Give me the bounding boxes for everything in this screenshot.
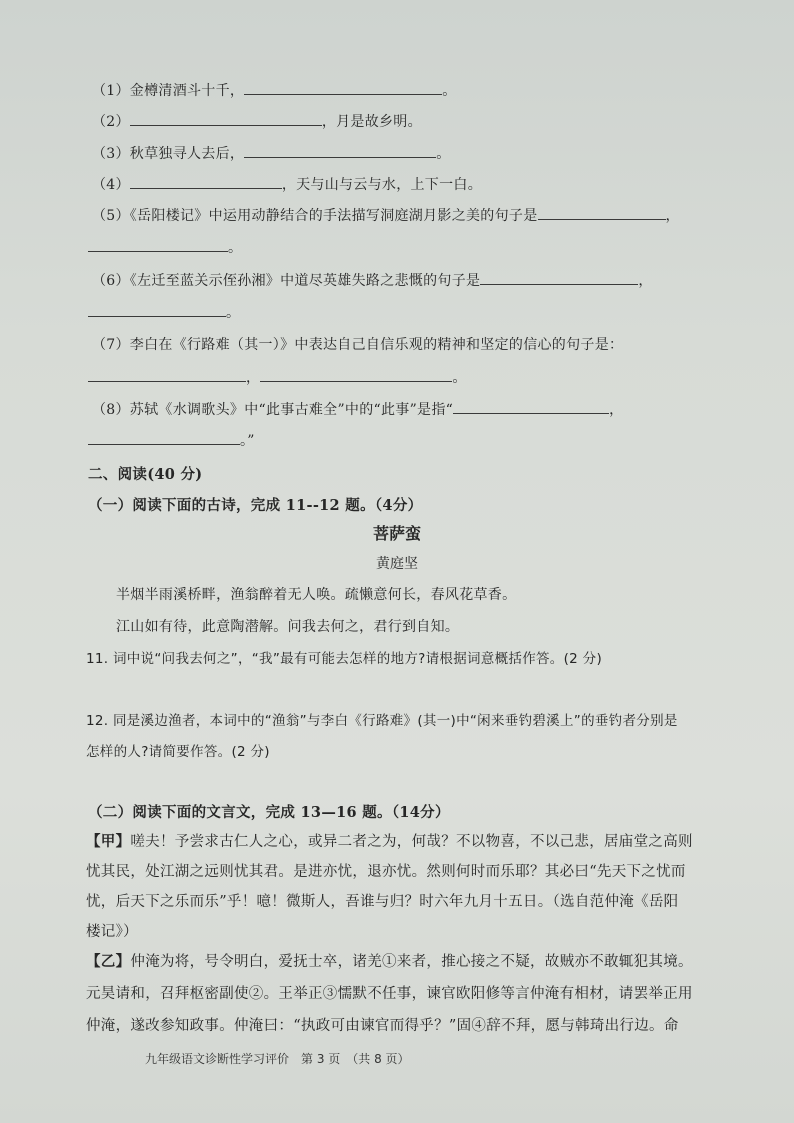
passage-b-line-3: 仲淹，遂改参知政事。仲淹曰：“执政可由谏官而得乎？”固④辞不拜，愿与韩琦出行边。命 bbox=[86, 1018, 679, 1034]
q7-prefix: （7）李白在《行路难（其一）》中表达自己自信乐观的精神和坚定的信心的句子是： bbox=[92, 337, 624, 353]
q5-mid: ， bbox=[665, 208, 680, 224]
poem-author: 黄庭坚 bbox=[376, 556, 418, 572]
question-11: 11. 词中说“问我去何之”，“我”最有可能去怎样的地方?请根据词意概括作答。(2 分) bbox=[86, 651, 603, 667]
q2-suffix: ，月是故乡明。 bbox=[321, 114, 422, 130]
q4-suffix: ，天与山与云与水，上下一白。 bbox=[281, 177, 483, 193]
answer-blank[interactable] bbox=[480, 270, 638, 285]
passage-a-line-3: 忧，后天下之乐而乐”乎！噫！微斯人，吾谁与归？时六年九月十五日。（选自范仲淹《岳阳 bbox=[86, 894, 679, 910]
q8-mid: ， bbox=[609, 402, 624, 418]
q1-prefix: （1）金樽清酒斗十千， bbox=[92, 83, 245, 99]
question-5-cont bbox=[88, 237, 242, 257]
part1-heading: （一）阅读下面的古诗，完成 11--12 题。（4分） bbox=[88, 497, 423, 514]
q8-suffix: 。” bbox=[240, 433, 255, 449]
answer-blank[interactable] bbox=[130, 111, 322, 126]
question-2 bbox=[92, 111, 422, 131]
answer-blank[interactable] bbox=[88, 430, 240, 445]
page-footer: 九年级语文诊断性学习评价 第 3 页 （共 8 页） bbox=[145, 1052, 410, 1066]
question-4 bbox=[92, 174, 482, 194]
question-8 bbox=[92, 399, 623, 419]
question-6 bbox=[92, 270, 653, 290]
answer-blank[interactable] bbox=[130, 174, 282, 189]
passage-b-text-1: 仲淹为将，号令明白，爱抚士卒，诸羌①来者，推心接之不疑，故贼亦不敢辄犯其境。 bbox=[130, 954, 693, 970]
q6-mid: ， bbox=[638, 273, 653, 289]
answer-blank[interactable] bbox=[260, 367, 452, 382]
q8-prefix: （8）苏轼《水调歌头》中“此事古难全”中的“此事”是指“ bbox=[92, 402, 454, 418]
passage-a-line-4: 楼记》） bbox=[86, 924, 138, 940]
answer-blank[interactable] bbox=[88, 302, 226, 317]
q3-suffix: 。 bbox=[436, 146, 451, 162]
answer-blank[interactable] bbox=[453, 399, 609, 414]
q5-prefix: （5）《岳阳楼记》中运用动静结合的手法描写洞庭湖月影之美的句子是 bbox=[92, 208, 538, 224]
passage-a-text-1: 嗟夫！予尝求古仁人之心，或异二者之为，何哉？不以物喜，不以己悲，居庙堂之高则 bbox=[130, 834, 693, 850]
question-5 bbox=[92, 205, 680, 225]
q7-suffix: 。 bbox=[452, 370, 467, 386]
answer-blank[interactable] bbox=[244, 143, 436, 158]
q5-suffix: 。 bbox=[228, 240, 243, 256]
question-3 bbox=[92, 143, 451, 163]
poem-line-2: 江山如有待，此意陶潜解。问我去何之，君行到自知。 bbox=[116, 619, 460, 635]
q6-prefix: （6）《左迁至蓝关示侄孙湘》中道尽英雄失路之悲慨的句子是 bbox=[92, 273, 481, 289]
reading-heading: 二、阅读(40 分) bbox=[88, 466, 203, 483]
passage-b-line-1 bbox=[86, 950, 693, 971]
q1-suffix: 。 bbox=[442, 83, 457, 99]
q2-prefix: （2） bbox=[92, 114, 130, 130]
answer-blank[interactable] bbox=[244, 80, 442, 95]
question-1 bbox=[92, 80, 457, 100]
passage-a-line-1 bbox=[86, 830, 693, 851]
question-8-cont bbox=[88, 430, 255, 450]
question-6-cont bbox=[88, 302, 240, 322]
question-12-line-2: 怎样的人?请简要作答。(2 分) bbox=[86, 744, 270, 760]
poem-title: 菩萨蛮 bbox=[372, 524, 421, 543]
q4-prefix: （4） bbox=[92, 177, 130, 193]
question-7-cont bbox=[88, 367, 467, 387]
question-7 bbox=[92, 334, 623, 354]
answer-blank[interactable] bbox=[88, 367, 246, 382]
passage-b-tag: 【乙】 bbox=[86, 953, 131, 970]
q3-prefix: （3）秋草独寻人去后， bbox=[92, 146, 245, 162]
passage-a-tag: 【甲】 bbox=[86, 833, 131, 850]
q7-mid: ， bbox=[246, 370, 261, 386]
passage-b-line-2: 元昊请和，召拜枢密副使②。王举正③懦默不任事，谏官欧阳修等言仲淹有相材，请罢举正用 bbox=[86, 986, 693, 1002]
answer-blank[interactable] bbox=[88, 237, 228, 252]
part2-heading: （二）阅读下面的文言文，完成 13—16 题。（14分） bbox=[88, 804, 450, 821]
answer-blank[interactable] bbox=[538, 205, 666, 220]
q6-suffix: 。 bbox=[226, 305, 241, 321]
passage-a-line-2: 忧其民，处江湖之远则忧其君。是进亦忧，退亦忧。然则何时而乐耶？其必曰“先天下之忧而 bbox=[86, 864, 686, 880]
poem-line-1: 半烟半雨溪桥畔，渔翁醉着无人唤。疏懒意何长，春风花草香。 bbox=[116, 587, 517, 603]
question-12-line-1: 12. 同是溪边渔者，本词中的“渔翁”与李白《行路难》(其一)中“闲来垂钓碧溪上”的垂钓者分别是 bbox=[86, 713, 678, 729]
